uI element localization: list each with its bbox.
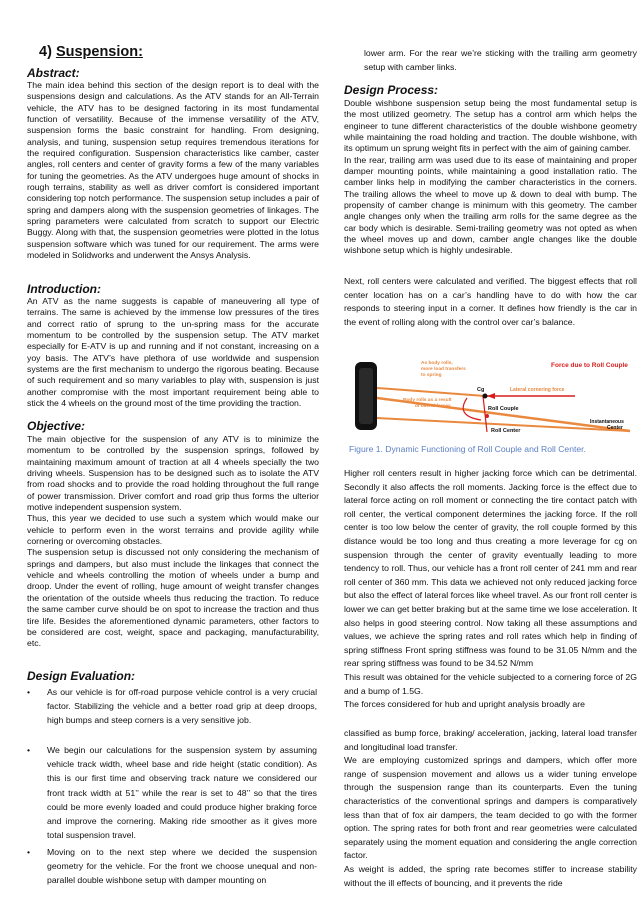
bullet-dot: • (27, 847, 31, 857)
label-roll-center: Roll Center (491, 428, 521, 434)
roll-center-point (485, 414, 489, 418)
label-instant-center-1: Instantaneous (590, 419, 624, 425)
figure-caption: Figure 1. Dynamic Functioning of Roll Couple and Roll Center. (349, 444, 586, 454)
roll-center-intro-text: Next, roll centers were calculated and verified. The biggest effects that roll center location has on a car’s handling have to do with how the car responds to steering input in a corner. It defines how friendly is the car in the event of rolling along with the control over car’s balance. (344, 276, 637, 327)
introduction-heading: Introduction: (27, 282, 101, 296)
bullet-text: As our vehicle is for off-road purpose vehicle control is a very crucial factor. Stabilizing the vehicle and a better road grip at deep droops, high bumps and steep corners is a very sensitive job. (47, 687, 317, 726)
label-body-rolls-2: more load transfers (421, 367, 466, 372)
section-title (39, 44, 143, 60)
label-body-rolls-1: As body rolls, (421, 361, 453, 366)
figure-title: Force due to Roll Couple (551, 362, 628, 369)
springs-text: classified as bump force, braking/ acceleration, jacking, lateral load transfer and longitudinal load transfer. We are employing customized springs and dampers, which offer more range of suspension movement and allows us a wider tuning envelope through the suspension range than its counterparts. Even the tuning characteristics of the conventional springs and dampers is comparatively less than that of fox air dampers, the team decided to go with the former option. The spring rates for both front and rear geometries were calculated separately using the moment equation and considering the angle correction factor. As weight is added, the spring rate becomes stiffer to increase stability without the ill effects of bouncing, and it prevents the ride (344, 728, 637, 888)
roll-couple-axis (483, 396, 487, 432)
tire-tread (359, 368, 373, 424)
design-process-heading: Design Process: (344, 83, 439, 97)
label-roll-couple: Roll Couple (488, 406, 519, 412)
bullet-dot: • (27, 687, 31, 697)
objective-text: The main objective for the suspension of any ATV is to minimize the momentum to be controlled by the suspension springs, followed by maintaining maximum amount of traction at all 4 wheels specially the two driving wheels. Suspension has to be designed such as to isolate the ATV from road shocks and to provide the road holding throughout the full range of power transmission. Driver comfort and road grip thus forms the ulterior motive independent suspension system. Thus, this year we decided to use such a system which would make our vehicle to perform even in the worst terrains and provide agility while cornering or overcoming obstacles. The suspension setup is discussed not only considering the mechanism of springs and dampers, but also must include the linkages that connect the vehicle and wheels controlling the motion of wheels under a bump and droop. Under the event of rolling, huge amount of weight transfer changes the orientation of the outside wheels thus reducing the traction. To reduce the same camber curve should be on spot to increase the traction and thus tire life. Besides the aforementioned dynamic parameters, other factors to be considered are cost, weight, space and packaging, manufacturability, etc. (27, 434, 319, 649)
roll-couple-figure (355, 358, 637, 438)
bullet-text: Moving on to the next step where we decided the suspension geometry for the vehicle. For the front we choose unequal and non-parallel double wishbone setup with damper mounting on (47, 847, 317, 886)
bullet-continuation: lower arm. For the rear we’re sticking with the trailing arm geometry setup with camber links. (364, 48, 637, 72)
abstract-heading: Abstract: (27, 66, 80, 80)
upper-arm-line (377, 388, 485, 396)
design-evaluation-heading: Design Evaluation: (27, 669, 136, 683)
introduction-text: An ATV as the name suggests is capable of maneuvering all type of terrains. The same is achieved by the immense low pressures of the tires and correct ratio of sprung to the un-spring mass for the accurate momentum to be controlled by the suspension setup. The ATV market especially for E-ATV is up and running and if not constant, increasing on a yoy basis. The ATV’s have plethora of use worldwide and suspension systems are the first mechanism to undergo the rigorous beating. Because of such requirement and so many variables to play with, suspension is just another compromise with the most important requirement being able to stick the 4 wheels on the ground most of the time providing the traction. (27, 296, 319, 409)
label-lateral-force: Lateral cornering force (510, 387, 565, 393)
bullet-text: We begin our calculations for the suspension system by assuming vehicle track width, wheel base and ride height (static condition). As this is our first time and observing track nature we considered our front track width at 51’’ while the rear is set to 48’’ so that the tires could be more evenly loaded and could produce higher braking force and improve the cornering. Making ride smoother as it gives more total suspension travel. (47, 745, 317, 841)
section-name: Suspension: (55, 44, 143, 60)
cg-point (483, 394, 488, 399)
label-instant-center-2: Center (607, 425, 623, 431)
bullet-dot: • (27, 745, 31, 755)
roll-center-text: Higher roll centers result in higher jacking force which can be detrimental. Secondly it also affects the roll moments. Jacking force is the effect due to lateral force acting on roll moment or connecting the tire contact patch with roll center, the vertical component determines the jacking force. If the roll center is too low below the center of gravity, the roll couple formed by this distance would be too long and thus creating a more leverage for cg on suspension through the center of gravity eventually leading to more tendency to roll. Thus, our vehicle has a front roll center of 241 mm and rear roll center of 360 mm. This data we achieved not only reduced jacking force but also the effect of lateral forces like wheel travel. As our front roll center is lower we can get better braking but at the same time we lose acceleration. It also helps in good steering control. Now taking all these assumptions and values, we achieve the spring rates and roll rates which help in finding of spring stiffness Front spring stiffness was found to be 31.05 N/mm and the rear spring stiffness was found to be 34.52 N/mm This result was obtained for the vehicle subjected to a cornering force of 2G and a bump of 1.5G. The forces considered for hub and upright analysis broadly are (344, 468, 637, 710)
section-number: 4) (39, 44, 52, 60)
label-body-rolls (421, 360, 467, 378)
label-body-rolls-3: to spring (421, 373, 442, 378)
objective-heading: Objective: (27, 419, 86, 433)
label-cg: Cg (477, 387, 485, 393)
lateral-arrow-head (487, 393, 495, 399)
design-process-text: Double wishbone suspension setup being the most fundamental setup is the most utilized geometry. The setup has a control arm which helps the engineer to tune different characteristics of the double wishbone geometry while maintaining the road holding and traction. The double wishbone, with its optimum un sprung weight fits in perfect with the aim of gaining camber. In the rear, trailing arm was used due to its ease of maintaining and proper damper mounting points, while maintaining a good installation ratio. The camber links help in modifying the camber characteristics in the corners. The trailing allows the wheel to move up & down to deal with bump. The propensity of camber change is minimum with this geometry. The camber angle changes only when the trailing arm rolls for the same degree as the car body which is desirable. Semi-trailing geometry was not opted as when the wheel moves up and down, camber angle changes like the double wishbone setup which is highly undesirable. (344, 98, 637, 256)
label-body-relative-2: of lateral forces (415, 404, 451, 409)
abstract-text: The main idea behind this section of the design report is to deal with the suspensions design and calculations. As the ATV stands for an All-Terrain vehicle, the ATV has to be designed factoring in its most fundamental function of versatility. Because of the immense versatility of the ATV, suspension forms the basic constraint for handling. From designing, analysis, and tuning, suspension setup requires tremendous iterations for the required configuration. Suspension characteristics like camber, caster angles, roll centers and center of gravity forms a few of the many variables for tuning the geometries. As the ATV undergoes huge amount of shocks in rough terrains, stability as well as driver comfort is considered important considering top notch performance. The suspension setup includes a pair of spring and dampers along with the suspension geometries of linkages. The spring parameters were calculated from scratch to support our Electric Buggy. Along with that, the suspension geometries were plotted in the lotus suspension software which was tuned for our requirement. The arms were modeled in Solidworks and underwent the Ansys Analysis. (27, 80, 319, 261)
label-body-relative-1: Body rolls as a result (403, 398, 452, 403)
